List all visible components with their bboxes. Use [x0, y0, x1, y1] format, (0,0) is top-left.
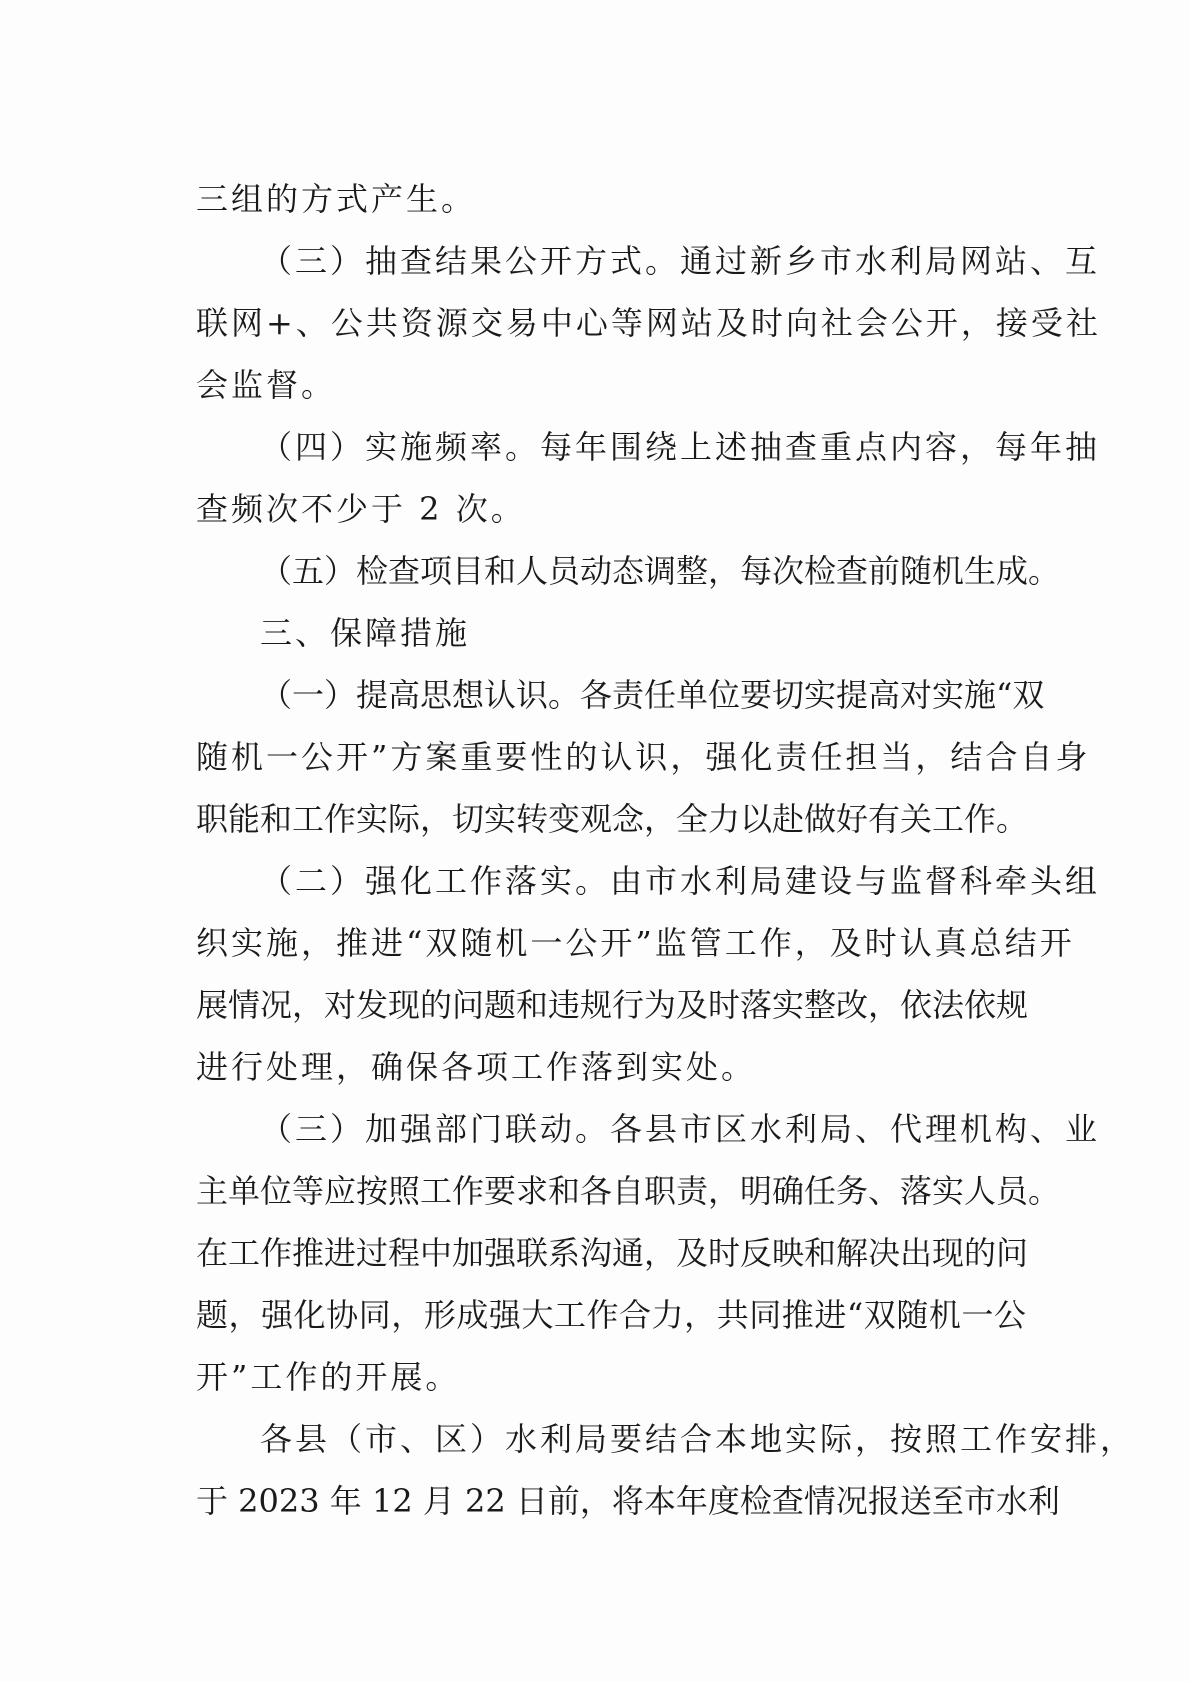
paragraph-line: 展情况，对发现的问题和违规行为及时落实整改，依法依规: [196, 986, 1029, 1024]
document-body: [196, 168, 1136, 1532]
paragraph-line: 在工作推进过程中加强联系沟通，及时反映和解决出现的问: [196, 1234, 1029, 1272]
paragraph-line: 各县（市、区）水利局要结合本地实际，按照工作安排，: [260, 1420, 1136, 1458]
paragraph-line: 于 2023 年 12 月 22 日前，将本年度检查情况报送至市水利: [196, 1482, 1060, 1520]
paragraph-line: （三）抽查结果公开方式。通过新乡市水利局网站、互: [260, 242, 1101, 280]
paragraph-line: （四）实施频率。每年围绕上述抽查重点内容，每年抽: [260, 428, 1101, 466]
paragraph-line: （二）强化工作落实。由市水利局建设与监督科牵头组: [260, 862, 1101, 900]
paragraph-line: 联网+、公共资源交易中心等网站及时向社会公开，接受社: [196, 304, 1101, 342]
paragraph-line: 主单位等应按照工作要求和各自职责，明确任务、落实人员。: [196, 1172, 1061, 1210]
section-heading: 三、保障措施: [260, 614, 471, 652]
paragraph-line: 织实施，推进“双随机一公开”监管工作，及时认真总结开: [196, 924, 1075, 962]
paragraph-line: 进行处理，确保各项工作落到实处。: [196, 1048, 757, 1086]
paragraph-line: 三组的方式产生。: [196, 180, 477, 218]
paragraph-line: 题，强化协同，形成强大工作合力，共同推进“双随机一公: [196, 1296, 1026, 1334]
paragraph-line: （一）提高思想认识。各责任单位要切实提高对实施“双: [260, 676, 1045, 714]
paragraph-line: （五）检查项目和人员动态调整，每次检查前随机生成。: [260, 552, 1061, 590]
paragraph-line: 随机一公开”方案重要性的认识，强化责任担当，结合自身: [196, 738, 1091, 776]
paragraph-line: 会监督。: [196, 366, 337, 404]
paragraph-line: 职能和工作实际，切实转变观念，全力以赴做好有关工作。: [196, 800, 1029, 838]
paragraph-line: 查频次不少于 2 次。: [196, 490, 526, 528]
paragraph-line: 开”工作的开展。: [196, 1358, 461, 1396]
paragraph-line: （三）加强部门联动。各县市区水利局、代理机构、业: [260, 1110, 1101, 1148]
